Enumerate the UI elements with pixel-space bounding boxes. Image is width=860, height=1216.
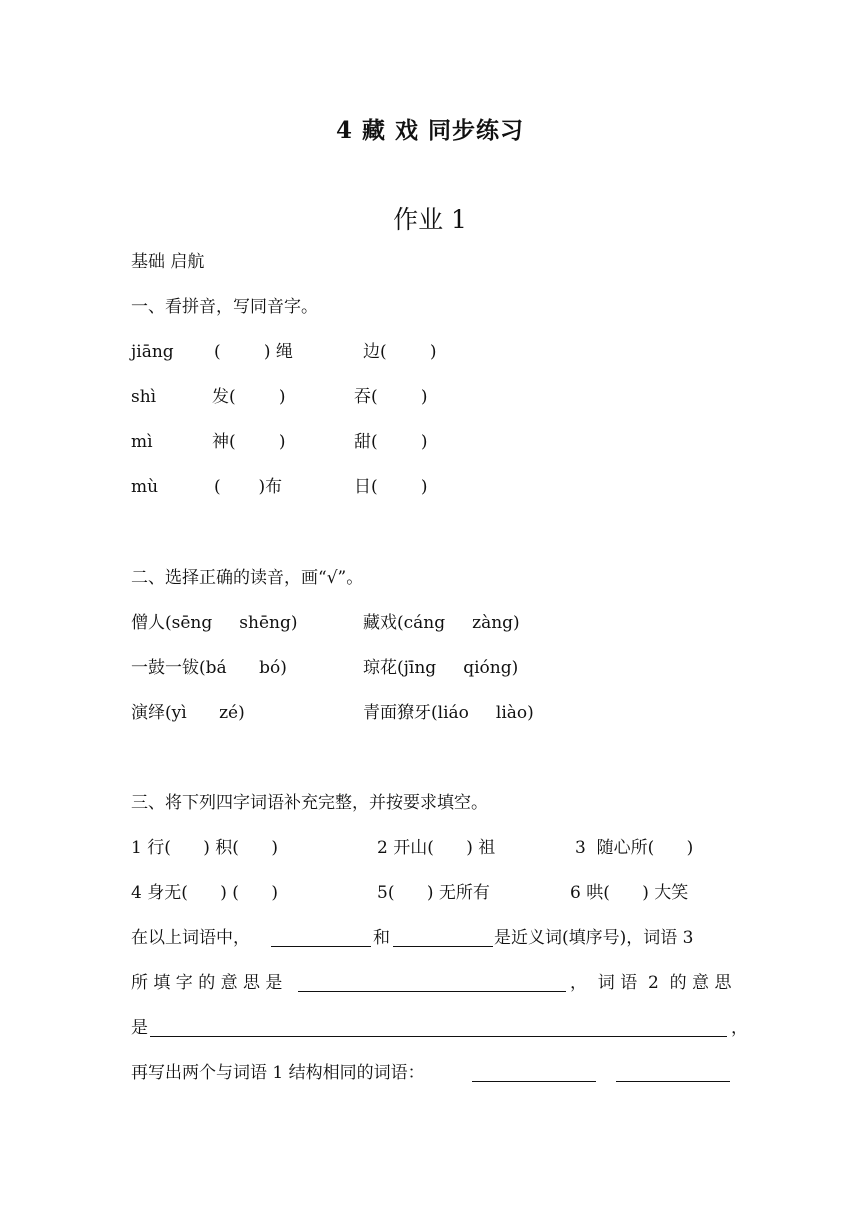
q3-similar-words-prompt: 再写出两个与词语 1 结构相同的词语： — [131, 1063, 425, 1083]
q1-row2-answer-a: 发( ) — [212, 387, 286, 407]
q3-meaning2-prompt: ， 词 语 2 的 意 思 — [570, 973, 732, 993]
q3-heading: 三、将下列四字词语补充完整，并按要求填空。 — [131, 793, 488, 813]
q3-synonym-blank-2[interactable] — [393, 928, 493, 954]
q3-meaning2-blank[interactable] — [150, 1018, 727, 1044]
q1-row4-answer-b: 日( ) — [354, 477, 428, 497]
q1-row3-answer-a: 神( ) — [212, 432, 286, 452]
assignment-subtitle: 作业 1 — [393, 205, 467, 234]
q1-row1-pinyin: jiāng — [131, 342, 174, 362]
q2-row3-option-a: 演绎(yì zé) — [131, 703, 245, 723]
q2-row2-option-b: 琼花(jīng qióng) — [363, 658, 519, 678]
q1-row2-pinyin: shì — [131, 387, 157, 407]
q1-row4-pinyin: mù — [131, 477, 159, 497]
q3-similar-word-blank-1[interactable] — [472, 1063, 596, 1089]
section-label: 基础 启航 — [131, 252, 205, 272]
q1-row2-answer-b: 吞( ) — [354, 387, 428, 407]
q2-row1-option-a: 僧人(sēng shēng) — [131, 613, 298, 633]
q2-row2-option-a: 一鼓一钹(bá bó) — [131, 658, 287, 678]
q3-similar-word-blank-2[interactable] — [616, 1063, 730, 1089]
q3-idiom-4: 4 身无( ) ( ) — [131, 883, 278, 903]
q3-meaning2-end: ， — [731, 1018, 748, 1038]
page-title: 4 藏 戏 同步练习 — [335, 117, 525, 144]
q3-meaning3-prompt: 所 填 字 的 意 思 是 — [131, 973, 283, 993]
q3-idiom-1: 1 行( ) 积( ) — [131, 838, 278, 858]
q1-row1-answer-a: ( ) 绳 — [214, 342, 293, 362]
q3-meaning3-blank[interactable] — [298, 973, 566, 999]
q3-idiom-3: 3 随心所( ) — [575, 838, 694, 858]
q3-idiom-6: 6 哄( ) 大笑 — [570, 883, 689, 903]
q1-row4-answer-a: ( )布 — [214, 477, 283, 497]
q1-row1-answer-b: 边( ) — [363, 342, 437, 362]
q2-heading: 二、选择正确的读音，画“√”。 — [131, 568, 364, 588]
q1-row3-answer-b: 甜( ) — [354, 432, 428, 452]
q3-synonym-suffix: 是近义词(填序号)，词语 3 — [494, 928, 694, 948]
q3-synonym-prompt: 在以上词语中， — [131, 928, 250, 948]
q2-row3-option-b: 青面獠牙(liáo liào) — [363, 703, 534, 723]
q2-row1-option-b: 藏戏(cáng zàng) — [363, 613, 520, 633]
q1-row3-pinyin: mì — [131, 432, 153, 452]
q1-heading: 一、看拼音，写同音字。 — [131, 297, 318, 317]
q3-synonym-and: 和 — [373, 928, 390, 948]
q3-idiom-5: 5( ) 无所有 — [377, 883, 490, 903]
q3-synonym-blank-1[interactable] — [271, 928, 371, 954]
q3-meaning2-lead: 是 — [131, 1018, 148, 1038]
q3-idiom-2: 2 开山( ) 祖 — [377, 838, 496, 858]
